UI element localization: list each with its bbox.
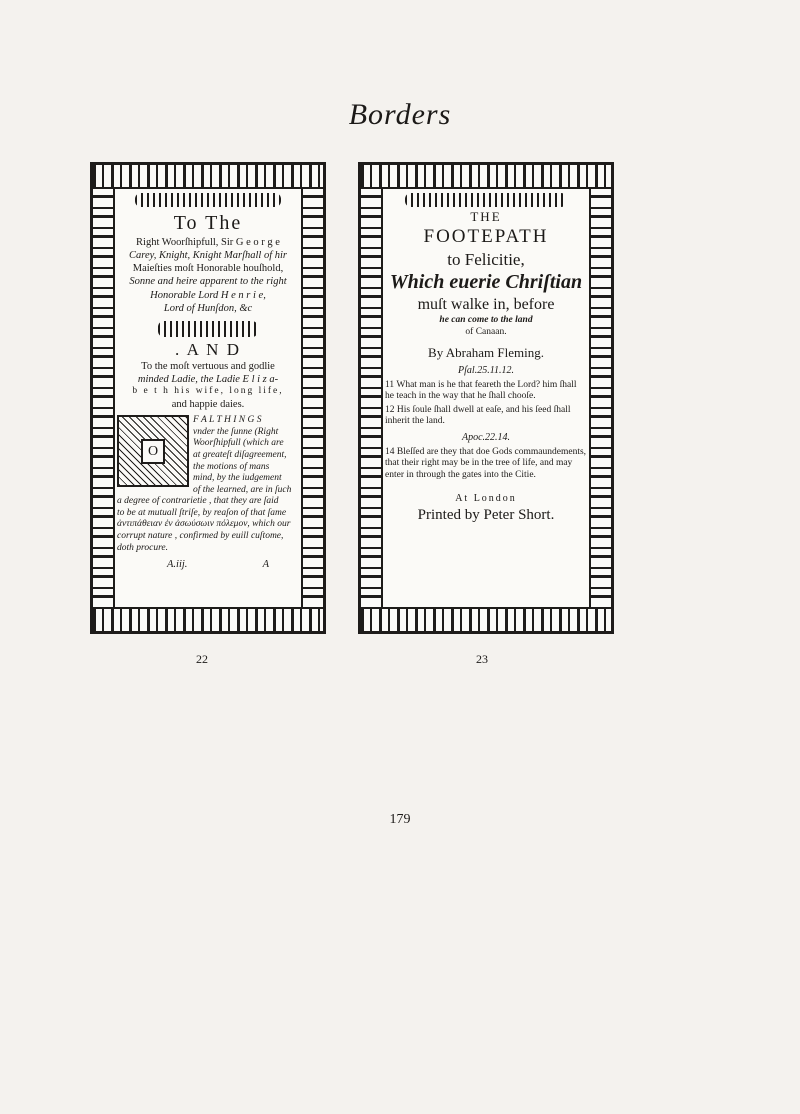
text-line: corrupt nature , confirmed by euill cuſtome, — [117, 531, 284, 542]
dedication-line: Lord of Hunſdon, &c — [163, 302, 253, 314]
dedication-line: Maieſties moſt Honorable houſhold, — [132, 263, 284, 275]
wife-line: and happie daies. — [171, 399, 245, 411]
border-ornament-left — [361, 187, 383, 609]
came-line: he can come to the land — [439, 315, 533, 326]
verse-text: 11 What man is he that feareth the Lord? him ſhall he teach in the way that he ſhall chooſe. — [385, 379, 577, 402]
page-number-right: 23 — [476, 652, 488, 666]
and-heading: . A N D — [175, 339, 241, 359]
verse-text: 14 Bleſſed are they that doe Gods commaundements, that their right may be in the tree of life, and may enter in through the gates into the Citie. — [385, 446, 587, 480]
text-line: mind, by the iudgement — [193, 473, 282, 484]
verse-text: 12 His ſoule ſhall dwell at eaſe, and his ſeed ſhall inherit the land. — [385, 404, 571, 427]
text-line: to be at mutuall ſtriſe, by reaſon of that ſame — [117, 507, 287, 518]
wife-line: b e t h his wife, long life, — [132, 386, 284, 397]
left-page-text — [117, 191, 299, 605]
decorated-initial — [117, 415, 189, 487]
imprint-place: At London — [455, 493, 517, 505]
border-ornament-bottom — [361, 607, 611, 631]
scripture-reference: Pſal.25.11.12. — [458, 365, 514, 377]
border-ornament-top — [361, 165, 611, 189]
catchword: A — [262, 559, 269, 571]
the-line: THE — [470, 209, 502, 224]
dedication-line: Sonne and heire apparent to the right — [129, 276, 287, 288]
page-number-left: 22 — [196, 652, 208, 666]
text-line: Woorſhipfull (which are — [193, 438, 284, 449]
text-line: F A L T H I N G S — [193, 415, 262, 426]
wife-line: To the moſt vertuous and godlie — [141, 361, 275, 372]
text-line: doth procure. — [117, 542, 169, 553]
border-ornament-right — [589, 187, 611, 609]
border-ornament-top — [93, 165, 323, 189]
muft-line: muſt walke in, before — [417, 296, 555, 314]
title: FOOTEPATH — [423, 226, 549, 248]
text-line: of the learned, are in ſuch — [193, 484, 292, 495]
right-page-plate — [358, 162, 614, 634]
text-line: a degree of contrarietie , that they are ſaid — [117, 496, 279, 507]
text-line: the motions of mans — [193, 461, 270, 472]
dedication-line: Right Woorſhipfull, Sir G e o r g e — [136, 237, 280, 248]
opening-text — [193, 415, 291, 496]
text-line: ἀντιπάθειαν ἐν ἀσωύσωιν πόλεμον, which our — [117, 519, 291, 530]
author-line: By Abraham Fleming. — [428, 345, 544, 360]
border-ornament-right — [301, 187, 323, 609]
signature-mark: A.iij. — [167, 559, 188, 571]
signature-line — [117, 554, 299, 571]
imprint-printer: Printed by Peter Short. — [417, 506, 555, 523]
dedication-line: Honorable Lord H e n r i e, — [150, 289, 266, 301]
subtitle: to Felicitie, — [447, 250, 525, 269]
which-line: Which euerie Chriſtian — [389, 271, 583, 294]
dedication-line: Carey, Knight, Knight Marſhall of hir — [129, 250, 287, 262]
scripture-reference: Apoc.22.14. — [461, 432, 511, 444]
text-line: at greateſt diſagreement, — [193, 449, 287, 460]
wife-line: minded Ladie, the Ladie E l i z a- — [137, 374, 279, 386]
initial-letter: O — [141, 439, 165, 465]
headpiece-ornament — [135, 193, 281, 207]
text-line: vnder the ſunne (Right — [193, 426, 279, 437]
fleuron-ornament — [158, 321, 258, 337]
title-page-text — [385, 191, 587, 605]
canaan-line: of Canaan. — [465, 327, 507, 338]
border-ornament-left — [93, 187, 115, 609]
opening-paragraph — [117, 415, 299, 496]
left-page-plate — [90, 162, 326, 634]
body-text — [117, 496, 299, 554]
border-ornament-bottom — [93, 607, 323, 631]
figure-number: 179 — [389, 812, 411, 827]
to-the-heading: To The — [173, 212, 243, 234]
headpiece-ornament — [405, 193, 567, 207]
section-heading: Borders — [348, 98, 452, 131]
